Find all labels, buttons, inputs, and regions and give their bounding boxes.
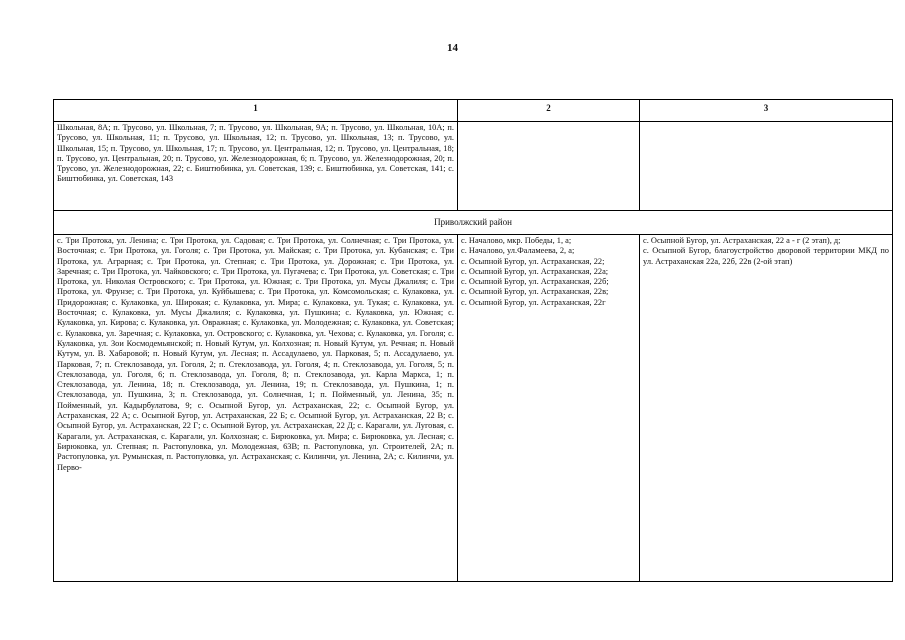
district-main-row bbox=[54, 235, 893, 582]
col3-entry: с. Осыпной Бугор, благоустройство дворовой территории МКД по ул. Астраханская 22а, 22б, 22в (2-ой этап) bbox=[643, 246, 889, 266]
col2-entry: с. Осыпной Бугор, ул. Астраханская, 22а; bbox=[461, 266, 609, 276]
continuation-col2 bbox=[458, 122, 640, 211]
district-row bbox=[54, 211, 893, 235]
col3-entry: с. Осыпной Бугор, ул. Астраханская, 22 а - г (2 этап), д; bbox=[643, 236, 841, 245]
col2-entry: с. Осыпной Бугор, ул. Астраханская, 22г bbox=[461, 297, 606, 307]
col2-entry: с. Осыпной Бугор, ул. Астраханская, 22; bbox=[461, 256, 605, 266]
district-header: Приволжский район bbox=[54, 211, 893, 235]
column-number-1: 1 bbox=[54, 100, 458, 122]
column-number-2: 2 bbox=[458, 100, 640, 122]
col2-entry: с. Осыпной Бугор, ул. Астраханская, 22в; bbox=[461, 287, 609, 297]
column-number-3: 3 bbox=[640, 100, 893, 122]
district-col2 bbox=[458, 235, 640, 582]
continuation-col3 bbox=[640, 122, 893, 211]
col2-entry: с. Началово, мкр. Победы, 1, а; bbox=[461, 236, 572, 245]
document-table bbox=[53, 99, 893, 582]
col2-entry: с. Началово, ул.Фаламеева, 2, а; bbox=[461, 246, 575, 256]
district-addresses: с. Три Протока, ул. Ленина; с. Три Протока, ул. Садовая; с. Три Протока, ул. Солнечная; с. Три Протока, ул. Восточная; с. Три Протока, ул. Гоголя; с. Три Протока, ул. Майская; с. Три Протока, ул. Кубанская; с. Три Протока, ул. Аграрная; с. Три Протока, ул. Степная; с. Три Протока, ул. Дорожная; с. Три Протока, ул. Заречная; с. Три Протока, ул. Чайковского; с. Три Протока, ул. Пугачева; с. Три Протока, ул. Советская; с. Три Протока, ул. Николая Островского; с. Три Протока, ул. Южная; с. Три Протока, ул. Мусы Джалиля; с. Три Протока, ул. Фрунзе; с. Три Протока, ул. Куйбышева; с. Три Протока, ул. Комсомольская; с. Кулаковка, ул. Придорожная; с. Кулаковка, ул. Широкая; с. Кулаковка, ул. Мира; с. Кулаковка, ул. Тукая; с. Кулаковка, ул. Восточная; с. Кулаковка, ул. Мусы Джалиля; с. Кулаковка, ул. Пушкина; с. Кулаковка, ул. Южная; с. Кулаковка, ул. Кирова; с. Кулаковка, ул. Овражная; с. Кулаковка, ул. Молодежная; с. Кулаковка, ул. Советская; с. Кулаковка, ул. Заречная; с. Кулаковка, ул. Островского; с. Кулаковка, ул. Чехова; с. Кулаковка, ул. Гоголя; с. Кулаковка, ул. Зои Космодемьянской; п. Новый Кутум, ул. Колхозная; п. Новый Кутум, ул. Речная; п. Новый Кутум, ул. В. Хабаровой; п. Новый Кутум, ул. Лесная; п. Ассадулаево, ул. Парковая, 5; п. Ассадулаево, ул. Парковая, 7; п. Стеклозавода, ул. Гоголя, 2; п. Стеклозавода, ул. Гоголя, 4; п. Стеклозавода, ул. Гоголя, 5; п. Стеклозавода, ул. Гоголя, 6; п. Стеклозавода, ул. Гоголя, 8; п. Стеклозавода, ул. Карла Маркса, 1; п. Стеклозавода, ул. Ленина, 18; п. Стеклозавода, ул. Ленина, 19; п. Стеклозавода, ул. Пушкина, 1; п. Стеклозавода, ул. Пушкина, 3; п. Стеклозавода, ул. Солнечная, 1; п. Пойменный, ул. Ленина, 35; п. Пойменный, ул. Кадырбулатова, 9; с. Осыпной Бугор, ул. Астраханская, 22; с. Осыпной Бугор, ул. Астраханская, 22 А; с. Осыпной Бугор, ул. Астраханская, 22 Б; с. Осыпной Бугор, ул. Астраханская, 22 В; с. Осыпной Бугор, ул. Астраханская, 22 Г; с. Осыпной Бугор, ул. Астраханская, 22 Д; с. Карагали, ул. Луговая, с. Карагали, ул. Астраханская, с. Карагали, ул. Колхозная; с. Бирюковка, ул. Мира; с. Бирюковка, ул. Лесная; с. Бирюковка, ул. Степная; п. Растопуловка, ул. Молодежная, 63В; п. Растопуловка, ул. Строителей, 2А; п. Растопуловка, ул. Румынская, п. Растопуловка, ул. Астраханская; с. Килинчи, ул. Ленина, 2А; с. Килинчи, ул. Перво- bbox=[54, 235, 458, 582]
continuation-row bbox=[54, 122, 893, 211]
district-col3 bbox=[640, 235, 893, 582]
page-number: 14 bbox=[447, 42, 458, 54]
col2-entry: с. Осыпной Бугор, ул. Астраханская, 22б; bbox=[461, 277, 609, 287]
continuation-addresses: Школьная, 8А; п. Трусово, ул. Школьная, 7; п. Трусово, ул. Школьная, 9А; п. Трусово, ул. Школьная, 10А; п. Трусово, ул. Школьная, 11; п. Трусово, ул. Школьная, 12; п. Трусово, ул. Школьная, 13; п. Трусово, ул. Школьная, 15; п. Трусово, ул. Школьная, 17; п. Трусово, ул. Центральная, 12; п. Трусово, ул. Центральная, 18; п. Трусово, ул. Центральная, 20; п. Трусово, ул. Железнодорожная, 6; п. Трусово, ул. Железнодорожная, 20; п. Трусово, ул. Железнодорожная, 22; с. Биштюбинка, ул. Советская, 139; с. Биштюбинка, ул. Советская, 141; с. Биштюбинка, ул. Советская, 143 bbox=[54, 122, 458, 211]
column-number-row bbox=[54, 100, 893, 122]
